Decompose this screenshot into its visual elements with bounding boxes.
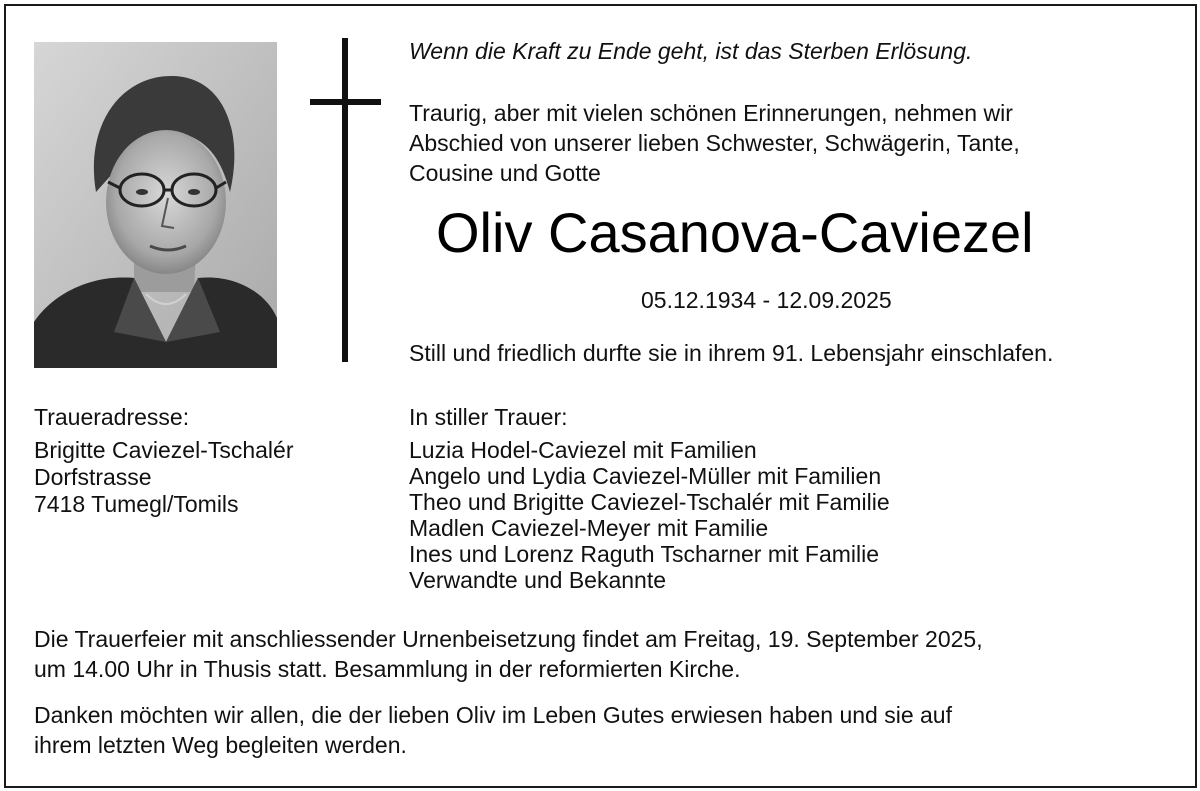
mourners-list: [409, 404, 890, 593]
portrait-photo: [34, 42, 277, 368]
intro-line: Traurig, aber mit vielen schönen Erinnerungen, nehmen wir: [409, 100, 1013, 126]
motto: Wenn die Kraft zu Ende geht, ist das Sterben Erlösung.: [409, 38, 973, 64]
deceased-name: Oliv Casanova-Caviezel: [436, 201, 1034, 264]
closing-line: Still und friedlich durfte sie in ihrem 91. Lebensjahr einschlafen.: [409, 340, 1054, 366]
mourner-line: Ines und Lorenz Raguth Tscharner mit Familie: [409, 541, 880, 567]
address-heading: Traueradresse:: [34, 404, 190, 430]
cross-horizontal-bar: [310, 99, 381, 105]
intro-line: Abschied von unserer lieben Schwester, Schwägerin, Tante,: [409, 130, 1020, 156]
mourners-heading: In stiller Trauer:: [409, 404, 568, 430]
cross-vertical-bar: [342, 38, 348, 362]
ceremony-line: Die Trauerfeier mit anschliessender Urnenbeisetzung findet am Freitag, 19. September 2025,: [34, 626, 983, 652]
intro-line: Cousine und Gotte: [409, 160, 601, 186]
life-dates: 05.12.1934 - 12.09.2025: [641, 287, 892, 313]
mourner-line: Angelo und Lydia Caviezel-Müller mit Familien: [409, 463, 882, 489]
mourning-address: [34, 404, 293, 518]
thanks-text: [34, 700, 952, 760]
thanks-line: ihrem letzten Weg begleiten werden.: [34, 732, 407, 758]
ceremony-info: [34, 624, 983, 684]
ceremony-line: um 14.00 Uhr in Thusis statt. Besammlung in der reformierten Kirche.: [34, 656, 741, 682]
mourner-line: Madlen Caviezel-Meyer mit Familie: [409, 515, 769, 541]
mourner-line: Theo und Brigitte Caviezel-Tschalér mit Familie: [409, 489, 890, 515]
mourner-line: Luzia Hodel-Caviezel mit Familien: [409, 437, 757, 463]
intro-text: [409, 98, 1020, 188]
address-line: Brigitte Caviezel-Tschalér: [34, 437, 294, 463]
address-line: 7418 Tumegl/Tomils: [34, 491, 239, 517]
mourner-line: Verwandte und Bekannte: [409, 567, 667, 593]
address-line: Dorfstrasse: [34, 464, 152, 490]
thanks-line: Danken möchten wir allen, die der lieben Oliv im Leben Gutes erwiesen haben und sie auf: [34, 702, 952, 728]
